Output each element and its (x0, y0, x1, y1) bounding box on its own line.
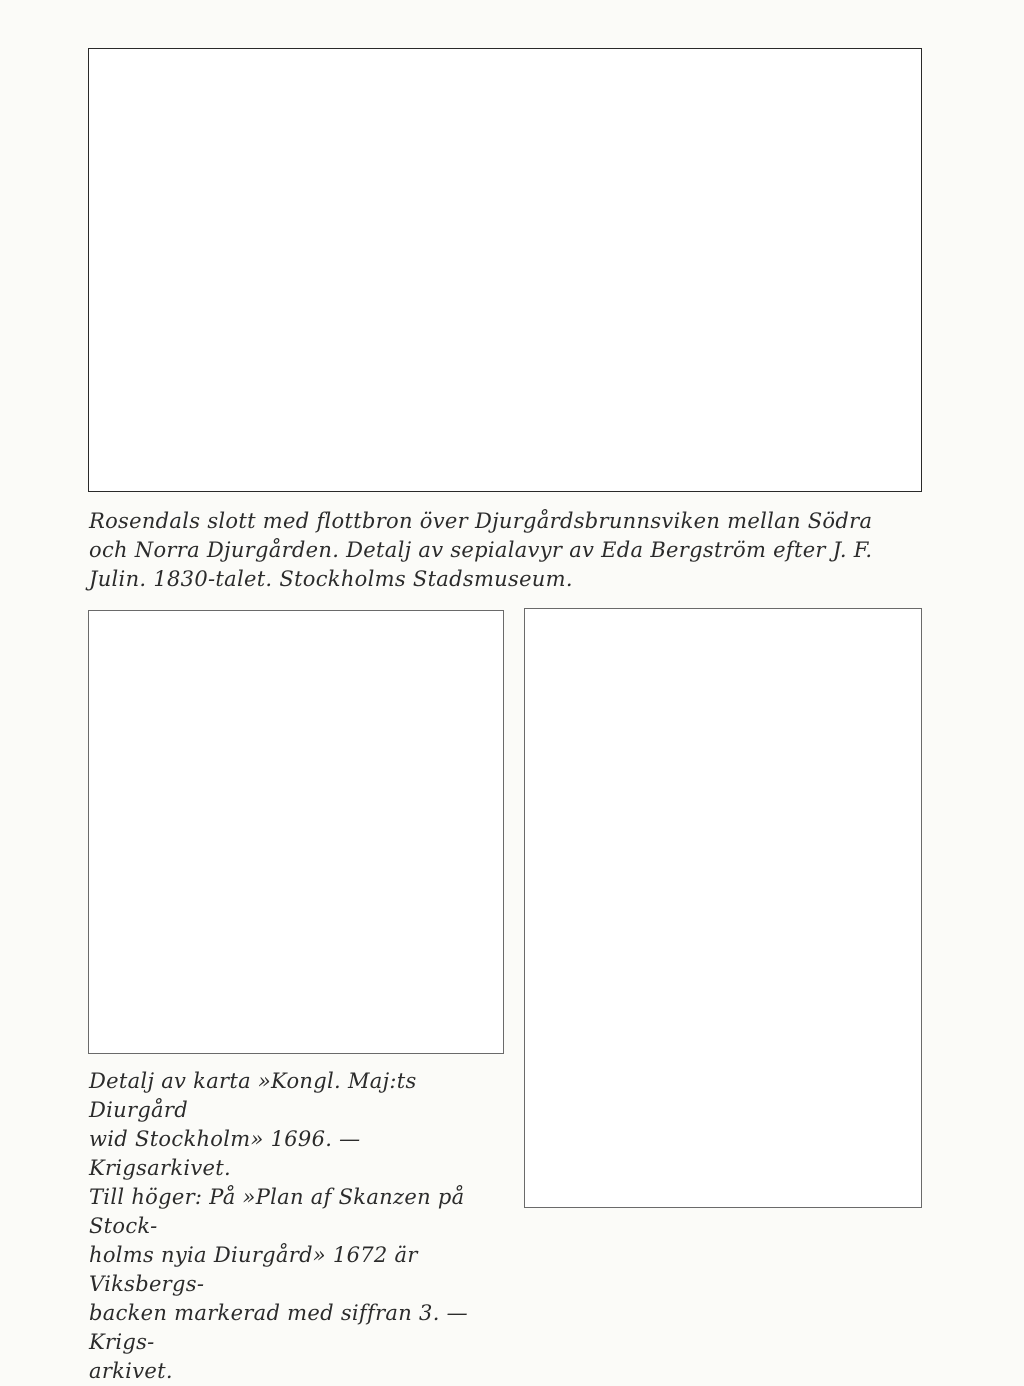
figure-map-1696-image (88, 610, 504, 1054)
figure-caption-maps: Detalj av karta »Kongl. Maj:ts Diurgård wid Stockholm» 1696. — Krigsarkivet. Till höger: På »Plan af Skanzen på Stock- holms nyia Diurgård» 1672 är Viksbergs- backen markerad med siffran 3. — Krigs- arkivet. (89, 1069, 468, 1383)
figure-skanzen-plan-image (524, 608, 922, 1208)
figure-rosendal-image (88, 48, 922, 492)
figure-caption-rosendal: Rosendals slott med flottbron över Djurgårdsbrunnsviken mellan Södra och Norra Djurgården. Detalj av sepialavyr av Eda Bergström efter J. F. Julin. 1830-talet. Stockholms Stadsmuseum. (89, 509, 873, 591)
